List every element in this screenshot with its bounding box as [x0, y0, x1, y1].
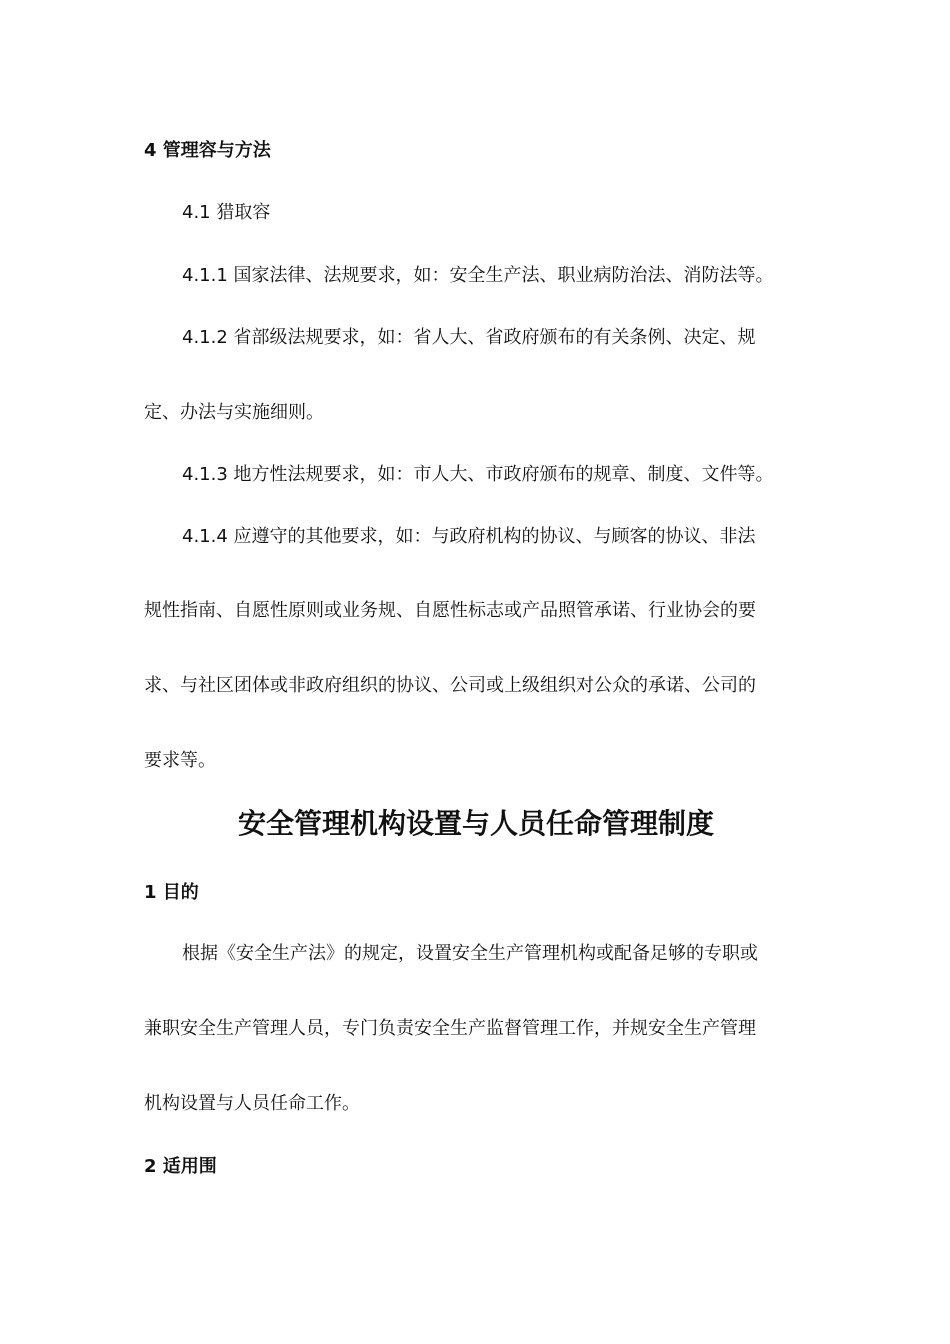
item-4-1-4-line-2: 规性指南、自愿性原则或业务规、自愿性标志或产品照管承诺、行业协会的要 — [144, 600, 756, 621]
section-4-1-heading: 4.1 猎取容 — [182, 202, 271, 223]
section-2-heading: 2 适用围 — [144, 1156, 217, 1177]
section-1-paragraph-line-3: 机构设置与人员任命工作。 — [144, 1093, 360, 1114]
section-1-paragraph-line-1: 根据《安全生产法》的规定，设置安全生产管理机构或配备足够的专职或 — [182, 943, 758, 964]
item-4-1-4-line-4: 要求等。 — [144, 750, 216, 771]
section-1-heading: 1 目的 — [144, 882, 199, 903]
item-4-1-2-line-2: 定、办法与实施细则。 — [144, 402, 324, 423]
section-4-heading: 4 管理容与方法 — [144, 140, 271, 161]
section-1-paragraph-line-2: 兼职安全生产管理人员，专门负责安全生产监督管理工作，并规安全生产管理 — [144, 1018, 756, 1039]
item-4-1-4-line-3: 求、与社区团体或非政府组织的协议、公司或上级组织对公众的承诺、公司的 — [144, 675, 756, 696]
item-4-1-3: 4.1.3 地方性法规要求，如：市人大、市政府颁布的规章、制度、文件等。 — [182, 464, 774, 485]
item-4-1-4-line-1: 4.1.4 应遵守的其他要求，如：与政府机构的协议、与顾客的协议、非法 — [182, 526, 756, 547]
document-title: 安全管理机构设置与人员任命管理制度 — [237, 807, 714, 840]
item-4-1-1: 4.1.1 国家法律、法规要求，如：安全生产法、职业病防治法、消防法等。 — [182, 265, 774, 286]
item-4-1-2-line-1: 4.1.2 省部级法规要求，如：省人大、省政府颁布的有关条例、决定、规 — [182, 327, 756, 348]
